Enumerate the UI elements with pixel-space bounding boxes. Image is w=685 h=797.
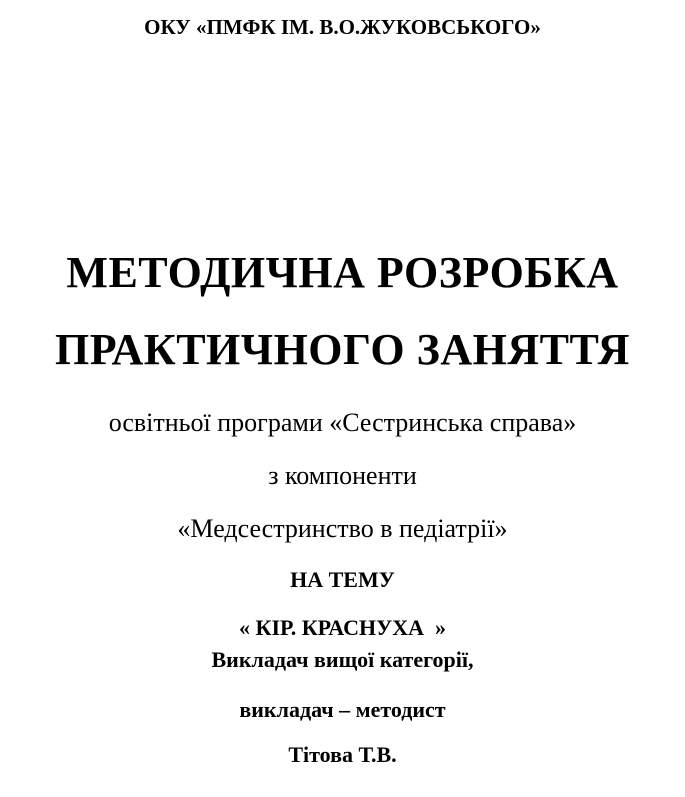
component-lead: з компоненти bbox=[268, 461, 417, 490]
author-position: викладач – методист bbox=[239, 697, 446, 722]
document-title-line-1: МЕТОДИЧНА РОЗРОБКА bbox=[66, 248, 619, 297]
topic-title: « КІР. КРАСНУХА » bbox=[239, 615, 446, 640]
institution-name: ОКУ «ПМФК ІМ. В.О.ЖУКОВСЬКОГО» bbox=[144, 15, 541, 39]
topic-lead: НА ТЕМУ bbox=[290, 567, 395, 592]
document-title-line-2: ПРАКТИЧНОГО ЗАНЯТТЯ bbox=[55, 325, 630, 374]
program-line: освітньої програми «Сестринська справа» bbox=[108, 408, 577, 437]
author-rank: Викладач вищої категорії, bbox=[211, 647, 474, 672]
author-name: Тітова Т.В. bbox=[288, 742, 397, 767]
component-name: «Медсестринство в педіатрії» bbox=[177, 514, 508, 543]
